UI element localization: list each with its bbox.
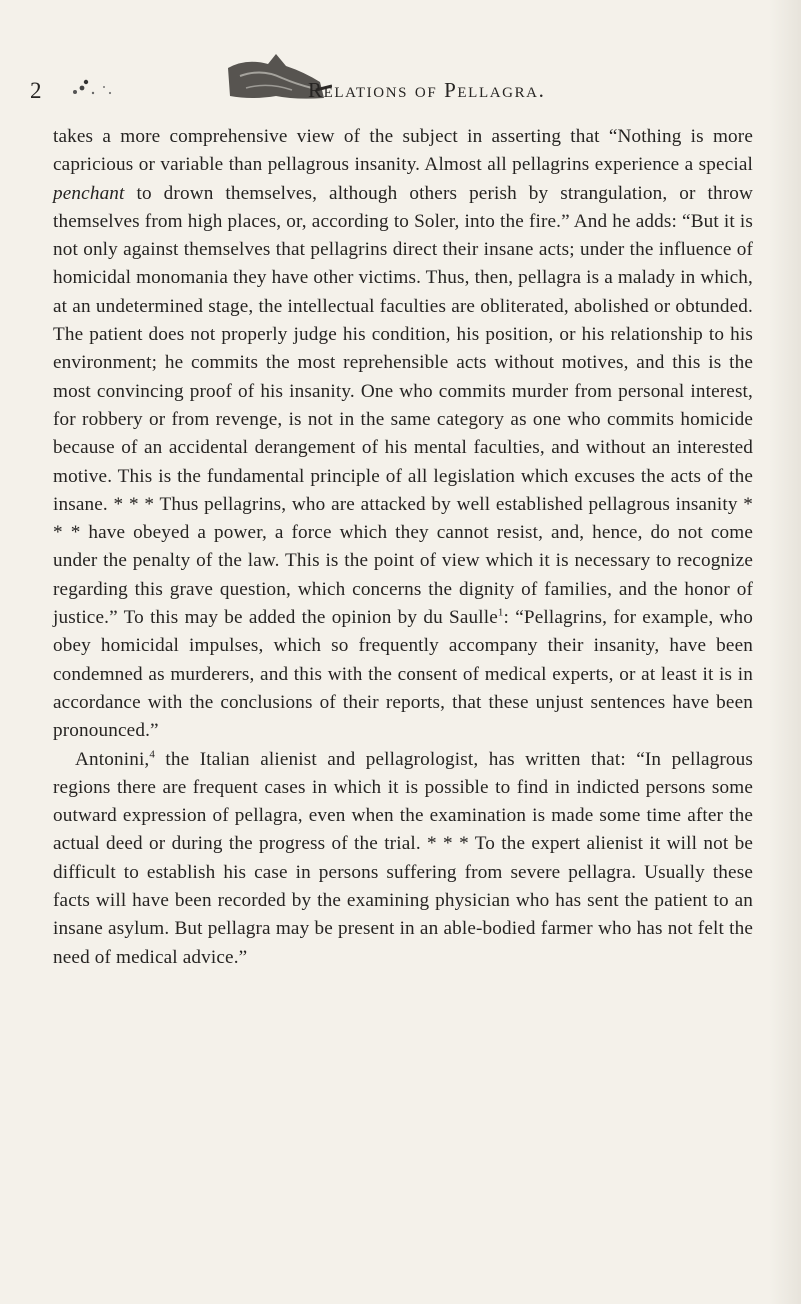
paragraph-text: the Italian alienist and pellagrologist, has written that: “In pellagrous regions there are frequent cases in which it is possible to find in indicted persons some outward expression of pellagra, even when the examination is made some time after the actual deed or during the progress of the trial. * * * To the expert alienist it will not be difficult to establish his case in persons suffering from severe pellagra. Usually these facts will have been recorded by the examining physician who has sent the patient to an insane asylum. But pellagra may be present in an able-bodied farmer who has not felt the need of medical advice.” [53,748,753,968]
page-header [30,78,775,108]
page-number: 2 [30,78,43,103]
footnote-marker: 4 [149,748,156,761]
footnote-marker: 1 [497,606,504,619]
ink-smudge-icon [66,78,118,104]
emphasis-text: penchant [53,182,125,204]
running-title: Relations of Pellagra. [308,78,546,102]
paragraph-text: to drown themselves, although others perish by strangulation, or throw themselves from high places, or, according to Soler, into the fire.” And he adds: “But it is not only against themselves that pellagrins direct their insane acts; under the influence of homicidal monomania they have other victims. Thus, then, pellagra is a malady in which, at an undetermined stage, the intellectual faculties are obliterated, abolished or obtunded. The patient does not properly judge his condition, his position, or his relationship to his environment; he commits the most reprehensible acts without motives, and this is the most convincing proof of his insanity. One who commits murder from personal interest, for robbery or from revenge, is not in the same category as one who commits homicide because of an accidental derangement of his mental faculties, and without an interested motive. This is the fundamental principle of all legislation which excuses the acts of the insane. * * * Thus pellagrins, who are attacked by well established pellagrous insanity * * * have obeyed a power, a force which they cannot resist, and, hence, do not come under the penalty of the law. This is the point of view which it is necessary to recognize regarding this grave question, which concerns the dignity of families, and the honor of justice.” To this may be added the opinion by du Saulle [53,182,753,629]
body-text [53,123,753,972]
paragraph [53,123,753,746]
paragraph-text: Antonini, [75,748,150,770]
paragraph-text: : “Pellagrins, for example, who obey homicidal impulses, which so frequently accompany their insanity, have been condemned as murderers, and this with the consent of medical experts, or at least it is in accordance with the conclusions of their reports, that these unjust sentences have been pronounced.” [53,607,753,742]
paragraph [53,746,753,972]
paragraph-text: takes a more comprehensive view of the subject in asserting that “Nothing is more capricious or variable than pellagrous insanity. Almost all pellagrins experience a special [53,126,753,176]
